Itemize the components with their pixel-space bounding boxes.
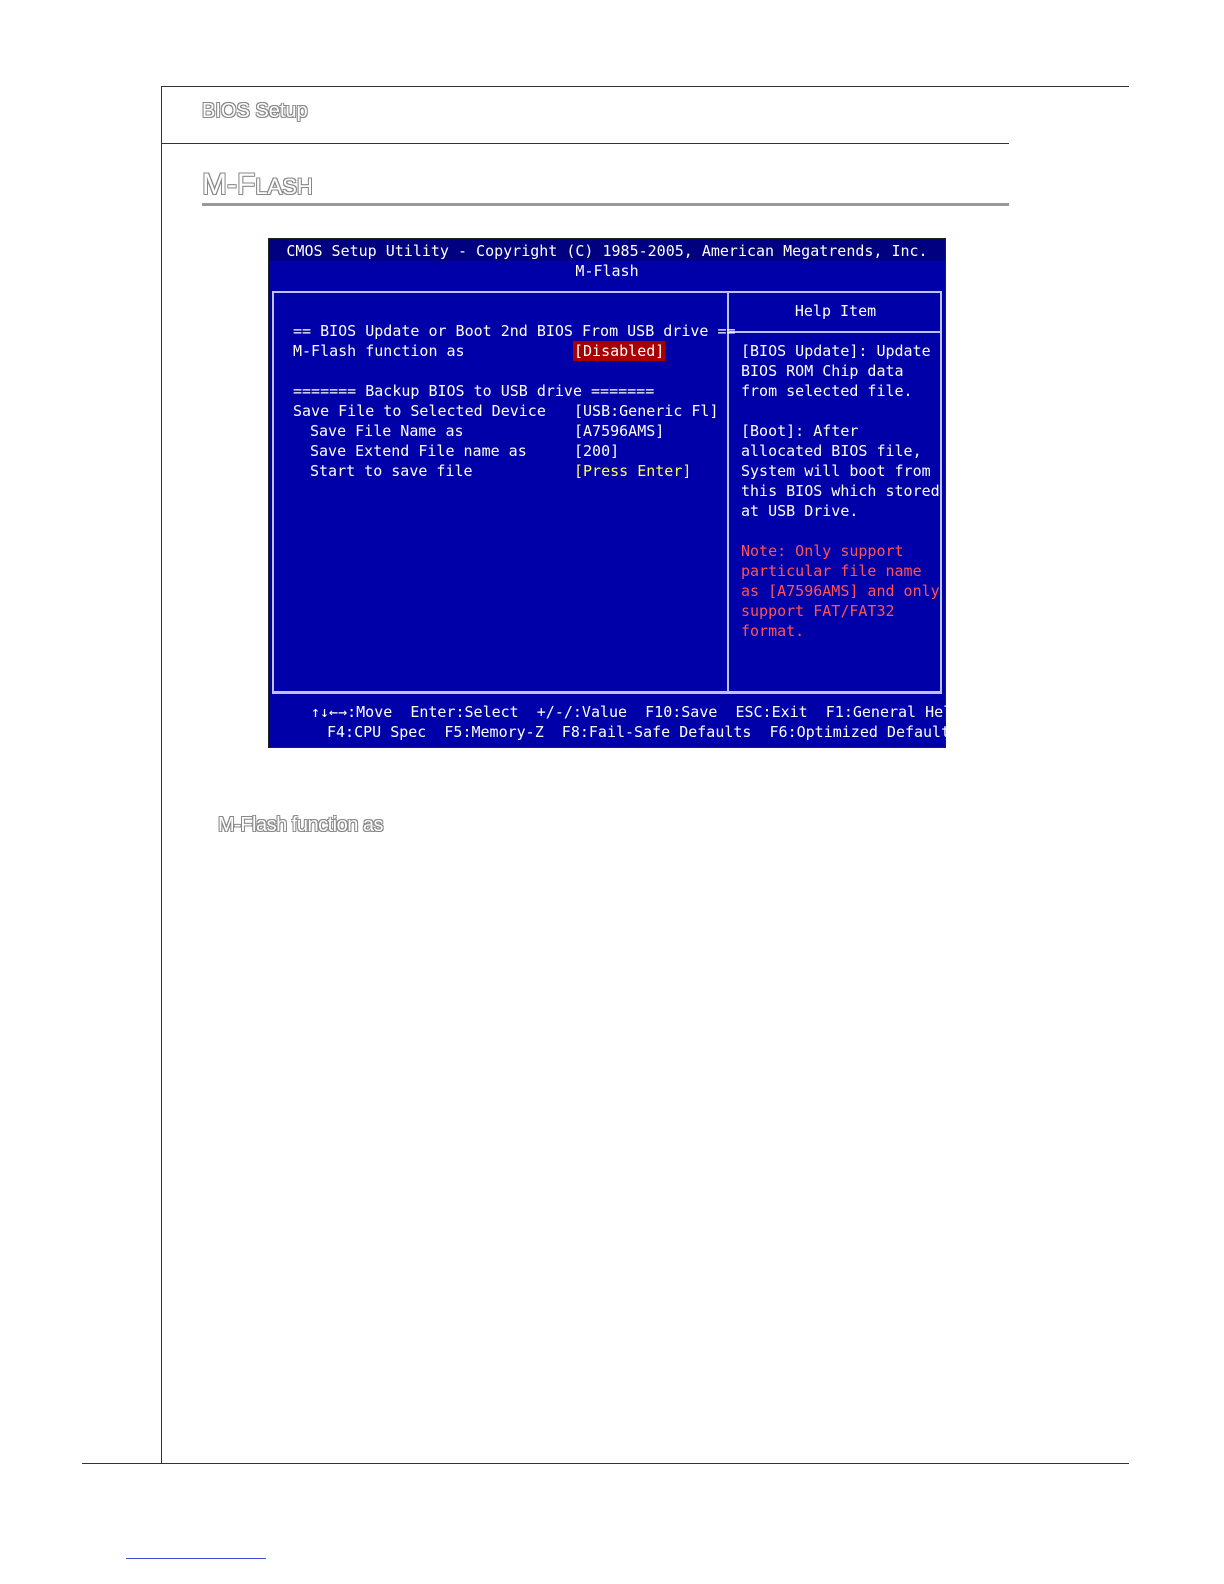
bios-footer-keys-line1: ↑↓←→:Move Enter:Select +/-/:Value F10:Save ESC:Exit F1:General Help bbox=[311, 703, 962, 721]
menu-item-save-file-name-label[interactable]: Save File Name as bbox=[310, 422, 464, 440]
menu-item-save-file-name-value[interactable]: [A7596AMS] bbox=[574, 422, 665, 440]
section-label: BIOS Setup bbox=[202, 100, 308, 122]
top-rule bbox=[161, 86, 1129, 87]
help-line: [BIOS Update]: Update bbox=[741, 342, 931, 360]
help-line: [Boot]: After bbox=[741, 422, 859, 440]
help-line: this BIOS which stored bbox=[741, 482, 940, 500]
section-header-update: == BIOS Update or Boot 2nd BIOS From USB drive == bbox=[293, 322, 736, 340]
bios-title: M-Flash bbox=[575, 262, 639, 280]
footer-link-rule bbox=[126, 1558, 266, 1559]
help-note-line: Note: Only support bbox=[741, 542, 904, 560]
menu-item-mflash-function-label[interactable]: M-Flash function as bbox=[293, 342, 465, 360]
help-line: System will boot from bbox=[741, 462, 931, 480]
bios-footer-divider bbox=[272, 692, 942, 694]
help-line: allocated BIOS file, bbox=[741, 442, 922, 460]
menu-item-mflash-function-value[interactable]: [Disabled] bbox=[574, 342, 665, 360]
help-line: from selected file. bbox=[741, 382, 913, 400]
bios-copyright: CMOS Setup Utility - Copyright (C) 1985-2005, American Megatrends, Inc. bbox=[286, 242, 928, 260]
header-divider bbox=[161, 143, 1009, 144]
menu-item-save-extend-label[interactable]: Save Extend File name as bbox=[310, 442, 527, 460]
help-line: BIOS ROM Chip data bbox=[741, 362, 904, 380]
help-panel-title: Help Item bbox=[794, 302, 877, 320]
help-note-line: support FAT/FAT32 bbox=[741, 602, 895, 620]
menu-item-save-device-value[interactable]: [USB:Generic Fl] bbox=[574, 402, 719, 420]
item-heading-mflash-function: M-Flash function as bbox=[218, 814, 384, 836]
help-title-divider bbox=[729, 331, 942, 333]
heading-underline bbox=[202, 203, 1009, 206]
bios-footer-keys-line2: F4:CPU Spec F5:Memory-Z F8:Fail-Safe Defaults F6:Optimized Defaults bbox=[327, 723, 960, 741]
help-line: at USB Drive. bbox=[741, 502, 859, 520]
bios-screen bbox=[268, 238, 962, 748]
menu-item-save-extend-value[interactable]: [200] bbox=[574, 442, 620, 460]
menu-item-save-device-label[interactable]: Save File to Selected Device bbox=[293, 402, 546, 420]
section-header-backup: ======= Backup BIOS to USB drive ======= bbox=[293, 382, 655, 400]
bios-vertical-divider bbox=[727, 291, 729, 693]
page-heading bbox=[202, 168, 313, 202]
heading-first: M-F bbox=[202, 168, 256, 201]
menu-item-start-save-value[interactable]: [Press Enter] bbox=[574, 462, 692, 480]
bottom-rule bbox=[82, 1463, 1129, 1464]
heading-rest: LASH bbox=[255, 174, 313, 199]
menu-item-start-save-label[interactable]: Start to save file bbox=[310, 462, 473, 480]
help-note-line: format. bbox=[741, 622, 805, 640]
help-note-line: as [A7596AMS] and only bbox=[741, 582, 940, 600]
left-margin-rule bbox=[161, 86, 162, 1464]
help-note-line: particular file name bbox=[741, 562, 922, 580]
